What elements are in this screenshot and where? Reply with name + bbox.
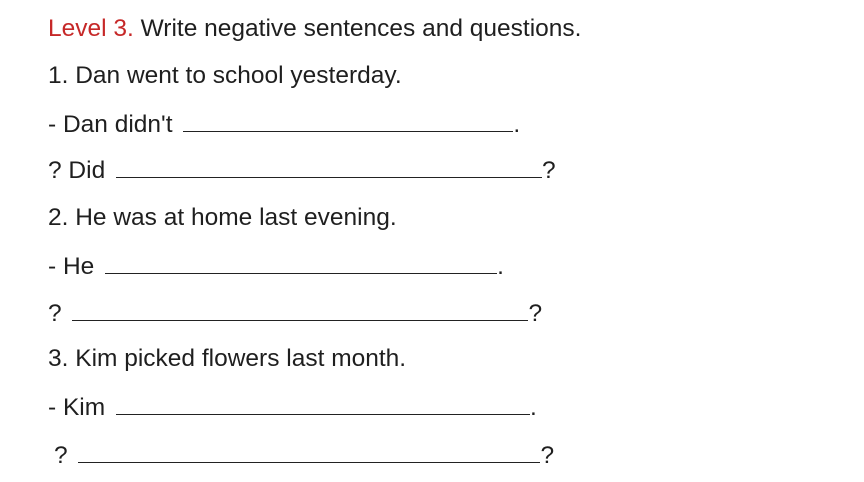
- answer-blank-question-2[interactable]: [72, 298, 528, 321]
- negative-end-period: .: [529, 394, 537, 421]
- answer-blank-negative-3[interactable]: [116, 392, 530, 415]
- instruction-text: Write negative sentences and questions.: [140, 15, 582, 42]
- exercise-heading: [48, 14, 581, 44]
- level-label: Level 3.: [48, 15, 134, 42]
- question-end-mark: ?: [528, 300, 543, 327]
- negative-prefix: - Kim: [48, 394, 106, 421]
- question-end-mark: ?: [540, 442, 555, 469]
- negative-end-period: .: [513, 111, 521, 138]
- negative-end-period: .: [497, 253, 504, 280]
- item-1-negative-row: [48, 109, 520, 140]
- negative-prefix: - He: [48, 253, 95, 280]
- item-3-question-row: [54, 440, 554, 471]
- item-3-negative-row: [48, 392, 537, 423]
- question-prefix: ? Did: [48, 157, 106, 184]
- answer-blank-negative-2[interactable]: [105, 251, 497, 274]
- question-prefix: ?: [54, 442, 68, 469]
- item-3-sentence: 3. Kim picked flowers last month.: [48, 345, 407, 372]
- item-2-question-row: [48, 298, 542, 329]
- negative-prefix: - Dan didn't: [48, 111, 173, 138]
- question-prefix: ?: [48, 300, 62, 327]
- answer-blank-question-1[interactable]: [116, 155, 542, 178]
- item-1-sentence: 1. Dan went to school yesterday.: [48, 62, 402, 89]
- answer-blank-negative-1[interactable]: [183, 109, 513, 132]
- item-2-sentence: 2. He was at home last evening.: [48, 204, 397, 231]
- item-1-question-row: [48, 155, 556, 186]
- answer-blank-question-3[interactable]: [78, 440, 540, 463]
- item-2-negative-row: [48, 251, 504, 282]
- question-end-mark: ?: [542, 157, 556, 184]
